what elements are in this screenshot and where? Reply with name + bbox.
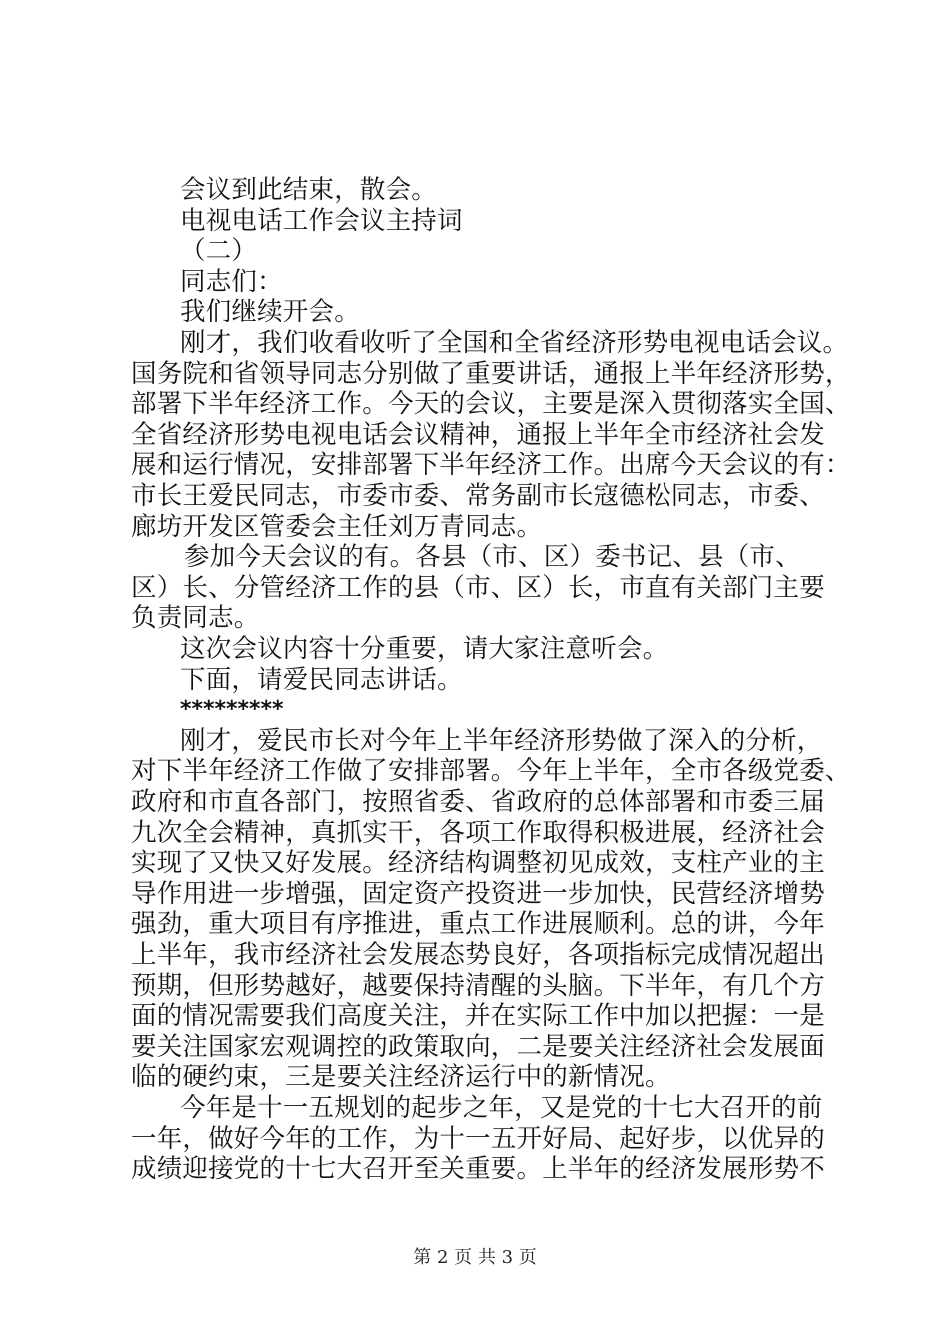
text-line: 区）长、分管经济工作的县（市、区）长，市直有关部门主要 <box>131 572 825 603</box>
text-line: 市长王爱民同志，市委市委、常务副市长寇德松同志，市委、 <box>131 481 825 511</box>
text-line: 参加今天会议的有。各县（市、区）委书记、县（市、 <box>184 542 801 573</box>
text-line: 会议到此结束，散会。 <box>180 175 438 205</box>
text-line: 我们继续开会。 <box>180 297 360 328</box>
text-line: 一年，做好今年的工作，为十一五开好局、起好步，以优异的 <box>131 1123 825 1154</box>
text-line: 九次全会精神，真抓实干，各项工作取得积极进展，经济社会 <box>131 817 825 848</box>
text-line: 廊坊开发区管委会主任刘万青同志。 <box>131 511 543 542</box>
text-line: 导作用进一步增强，固定资产投资进一步加快，民营经济增势 <box>131 878 825 909</box>
text-line: 同志们： <box>180 266 283 297</box>
text-line: 上半年，我市经济社会发展态势良好，各项指标完成情况超出 <box>131 940 825 970</box>
text-line: 刚才，爱民市长对今年上半年经济形势做了深入的分析， <box>180 725 823 756</box>
text-line: 对下半年经济工作做了安排部署。今年上半年，全市各级党委、 <box>131 756 851 787</box>
page-footer: 第 2 页 共 3 页 <box>413 1247 537 1268</box>
text-line: 刚才，我们收看收听了全国和全省经济形势电视电话会议。 <box>180 328 849 358</box>
text-line: 这次会议内容十分重要，请大家注意听会。 <box>180 634 669 664</box>
text-line: 下面，请爱民同志讲话。 <box>180 664 463 695</box>
text-line: 实现了又快又好发展。经济结构调整初见成效，支柱产业的主 <box>131 848 825 879</box>
text-line: 电视电话工作会议主持词 <box>180 205 463 236</box>
text-line: 负责同志。 <box>131 603 260 634</box>
text-line: 要关注国家宏观调控的政策取向，二是要关注经济社会发展面 <box>131 1031 825 1062</box>
text-line: 政府和市直各部门，按照省委、省政府的总体部署和市委三届 <box>131 787 825 817</box>
text-line: 成绩迎接党的十七大召开至关重要。上半年的经济发展形势不 <box>131 1154 825 1185</box>
separator-stars: ********* <box>180 697 284 723</box>
text-line: 预期，但形势越好，越要保持清醒的头脑。下半年，有几个方 <box>131 970 825 1001</box>
text-line: （二） <box>180 236 258 267</box>
text-line: 全省经济形势电视电话会议精神，通报上半年全市经济社会发 <box>131 419 825 450</box>
text-line: 面的情况需要我们高度关注，并在实际工作中加以把握：一是 <box>131 1001 825 1032</box>
text-line: 今年是十一五规划的起步之年，又是党的十七大召开的前 <box>180 1093 823 1123</box>
text-line: 部署下半年经济工作。今天的会议，主要是深入贯彻落实全国、 <box>131 389 851 420</box>
text-line: 强劲，重大项目有序推进，重点工作进展顺利。总的讲，今年 <box>131 909 825 940</box>
text-line: 国务院和省领导同志分别做了重要讲话，通报上半年经济形势， <box>131 358 851 389</box>
text-line: 展和运行情况，安排部署下半年经济工作。出席今天会议的有： <box>131 450 851 481</box>
text-line: 临的硬约束，三是要关注经济运行中的新情况。 <box>131 1062 671 1093</box>
